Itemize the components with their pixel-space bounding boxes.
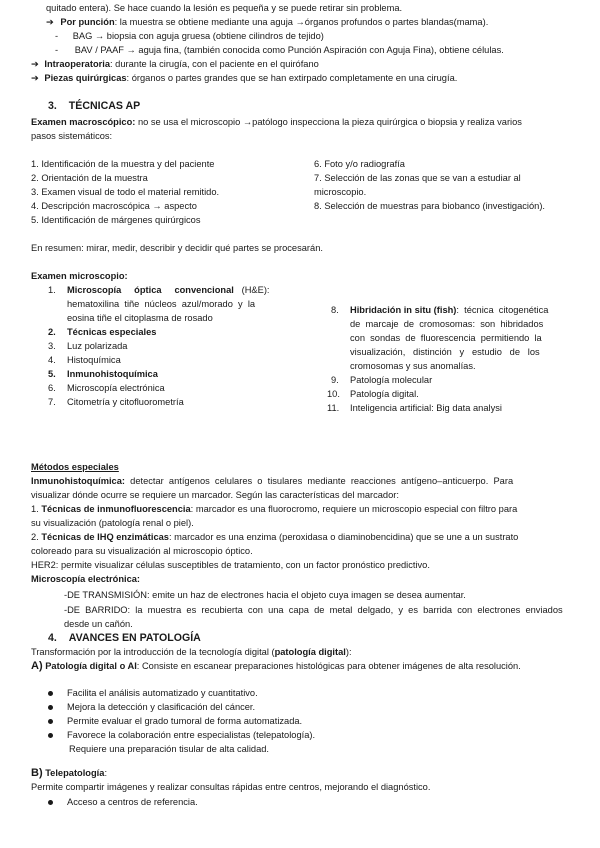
bullet-continuation: Requiere una preparación tisular de alta calidad. (69, 744, 270, 754)
list-number: 1. (48, 285, 56, 295)
transmision-text: -DE TRANSMISIÓN: emite un haz de electrones hacia el objeto cuya imagen se desea aumentar. (64, 590, 466, 600)
term-telepatologia: Telepatología (42, 768, 105, 778)
section-4-heading (48, 632, 201, 645)
intro-end: ): (345, 647, 352, 657)
arrow-icon: ➔ (31, 59, 39, 69)
bullet-item (48, 729, 315, 742)
dash-item-bag (55, 30, 324, 43)
tecnica-1-l2: su visualización (patología renal o piel). (31, 518, 194, 528)
list-item-puncion (46, 16, 488, 29)
bullet-text: Mejora la detección y clasificación del cáncer. (67, 702, 256, 712)
list-number: 4. (48, 355, 56, 365)
list-number: 3. (48, 341, 56, 351)
resumen-text: En resumen: mirar, medir, describir y decidir qué partes se procesarán. (31, 243, 323, 253)
bullet-icon (48, 733, 53, 738)
arrow-icon: ➔ (46, 17, 54, 27)
micro-item: Histoquímica (67, 355, 121, 365)
section-3-heading (48, 100, 140, 113)
ihq-paragraph-l2: visualizar dónde ocurre se requiere un marcador. Según las características del marcador: (31, 490, 399, 500)
term-microscopia-optica: Microscopía óptica convencional (67, 285, 234, 295)
micro-item-fish-l2: de marcaje de cromosomas: son hibridados (350, 319, 544, 329)
step-item: 2. Orientación de la muestra (31, 173, 148, 183)
tecnica-2-desc: : marcador es una enzima (peroxidasa o diaminobencidina) que se une a un sustrato (168, 532, 519, 542)
bullet-item (48, 687, 258, 700)
term-ihq-enzimaticas: Técnicas de IHQ enzimáticas (41, 532, 169, 542)
section-number: 4. (48, 632, 57, 644)
step-item: 8. Selección de muestras para biobanco (investigación). (314, 201, 546, 211)
barrido-text-l1: -DE BARRIDO: la muestra es recubierta con una capa de metal delgado, y es barrida con electrones enviados (64, 605, 563, 615)
list-number: 10. (327, 389, 340, 399)
bullet-icon (48, 719, 53, 724)
micro-item-optica-l3: eosina tiñe el citoplasma de rosado (67, 313, 213, 323)
sub-a-label: A) (31, 660, 43, 672)
intro-text: Transformación por la introducción de la tecnología digital ( (31, 647, 275, 657)
macro-text: no se usa el microscopio →patólogo inspecciona la pieza quirúrgica o biopsia y realiza varios (135, 117, 522, 127)
fish-desc: : técnica citogenética (456, 305, 549, 315)
list-number: 2. (48, 327, 56, 337)
bullet-item (48, 715, 302, 728)
term-hibridacion: Hibridación in situ (fish) (350, 305, 457, 315)
tecnica-2 (31, 531, 518, 544)
he-label: (H&E): (233, 285, 270, 295)
list-item-intraoperatoria (31, 58, 319, 71)
metodos-especiales-title: Métodos especiales (31, 462, 119, 472)
bullet-icon (48, 800, 53, 805)
section-title: AVANCES EN PATOLOGÍA (68, 632, 201, 644)
sub-a-desc: : Consiste en escanear preparaciones histológicas para obtener imágenes de alta resolución. (136, 661, 521, 671)
ihq-paragraph-l1 (31, 475, 513, 488)
sub-b-colon: : (104, 768, 108, 778)
step-item: 3. Examen visual de todo el material remitido. (31, 187, 220, 197)
desc-intraoperatoria: : durante la cirugía, con el paciente en el quirófano (110, 59, 319, 69)
bullet-item (48, 701, 255, 714)
sub-a (31, 660, 521, 673)
micro-item: Inmunohistoquímica (67, 369, 158, 379)
tecnica-number: 1. (31, 504, 42, 514)
micro-item: Patología molecular (350, 375, 433, 385)
desc-puncion: : la muestra se obtiene mediante una aguja →órganos profundos o partes blandas(mama). (114, 17, 489, 27)
step-item: 7. Selección de las zonas que se van a estudiar al (314, 173, 521, 183)
term-piezas: Piezas quirúrgicas (44, 73, 127, 83)
telepatologia-desc: Permite compartir imágenes y realizar consultas rápidas entre centros, mejorando el diagnóstico. (31, 782, 431, 792)
term-inmunohistoquimica: Inmunohistoquímica: (31, 476, 125, 486)
list-number: 7. (48, 397, 56, 407)
step-item: 1. Identificación de la muestra y del paciente (31, 159, 215, 169)
bullet-text: Permite evaluar el grado tumoral de forma automatizada. (67, 716, 303, 726)
her2-text: HER2: permite visualizar células susceptibles de tratamiento, con un factor pronóstico predictivo. (31, 560, 430, 570)
tecnica-1-desc: : marcador es una fluorocromo, requiere un microscopio especial con filtro para (190, 504, 518, 514)
term-patologia-digital: patología digital (274, 647, 346, 657)
list-number: 11. (327, 403, 340, 413)
macro-paragraph-l1 (31, 116, 522, 129)
term-intraoperatoria: Intraoperatoria (44, 59, 110, 69)
micro-item: Técnicas especiales (67, 327, 157, 337)
list-number: 5. (48, 369, 56, 379)
sub-b (31, 767, 107, 780)
desc-piezas: : órganos o partes grandes que se han extirpado completamente en una cirugía. (126, 73, 458, 83)
barrido-text-l2: desde un cañón. (64, 619, 133, 629)
list-number: 9. (331, 375, 339, 385)
bullet-icon (48, 705, 53, 710)
bag-text: BAG → biopsia con aguja gruesa (obtiene cilindros de tejido) (72, 31, 324, 41)
examen-microscopio-title: Examen microscopio: (31, 271, 128, 281)
term-puncion: Por punción (60, 17, 115, 27)
bullet-text: Acceso a centros de referencia. (67, 797, 198, 807)
section-number: 3. (48, 100, 57, 112)
micro-item-fish-l5: cromosomas y sus anomalías. (350, 361, 476, 371)
arrow-icon: ➔ (31, 73, 39, 83)
micro-item: Microscopía electrónica (67, 383, 165, 393)
step-item: 6. Foto y/o radiografía (314, 159, 405, 169)
step-item-cont: microscopio. (314, 187, 367, 197)
micro-item-optica-l2: hematoxilina tiñe núcleos azul/morado y la (67, 299, 256, 309)
micro-item-fish-l3: con sondas de fluorescencia permitiendo la (350, 333, 542, 343)
micro-item: Citometría y citofluorometría (67, 397, 184, 407)
dash-item-bav (55, 44, 504, 57)
ihq-text: detectar antígenos celulares o tisulares mediante reacciones antígeno–anticuerpo. Para (125, 476, 514, 486)
text-line: quitado entera). Se hace cuando la lesión es pequeña y se puede retirar sin problema. (46, 3, 403, 13)
section-title: TÉCNICAS AP (68, 100, 141, 112)
term-inmunofluorescencia: Técnicas de inmunofluorescencia (41, 504, 191, 514)
term-examen-macroscopico: Examen macroscópico: (31, 117, 136, 127)
dash-marker: - (55, 31, 59, 41)
tecnica-number: 2. (31, 532, 42, 542)
bullet-text: Facilita el análisis automatizado y cuantitativo. (67, 688, 258, 698)
sub-b-label: B) (31, 767, 43, 779)
bullet-text: Favorece la colaboración entre especialistas (telepatología). (67, 730, 316, 740)
list-number: 8. (331, 305, 339, 315)
avances-intro (31, 646, 352, 659)
list-item-piezas (31, 72, 457, 85)
step-item: 4. Descripción macroscópica → aspecto (31, 201, 197, 211)
micro-item: Patología digital. (350, 389, 419, 399)
term-patologia-digital-ai: Patología digital o AI (42, 661, 137, 671)
bullet-icon (48, 691, 53, 696)
bullet-item (48, 796, 198, 809)
micro-item-fish (350, 304, 548, 317)
tecnica-1 (31, 503, 517, 516)
macro-paragraph-l2: pasos sistemáticos: (31, 131, 113, 141)
dash-marker: - (55, 45, 59, 55)
tecnica-2-l2: coloreado para su visualización al microscopio óptico. (31, 546, 253, 556)
micro-item: Luz polarizada (67, 341, 128, 351)
bav-text: BAV / PAAF → aguja fina, (también conocida como Punción Aspiración con Aguja Fina), obtiene células. (74, 45, 504, 55)
micro-item-fish-l4: visualización, distinción y estudio de los (350, 347, 540, 357)
micro-item: Inteligencia artificial: Big data analysi (350, 403, 502, 413)
list-number: 6. (48, 383, 56, 393)
micro-item-optica (67, 284, 270, 297)
step-item: 5. Identificación de márgenes quirúrgicos (31, 215, 201, 225)
microscopia-electronica-title: Microscopía electrónica: (31, 574, 141, 584)
